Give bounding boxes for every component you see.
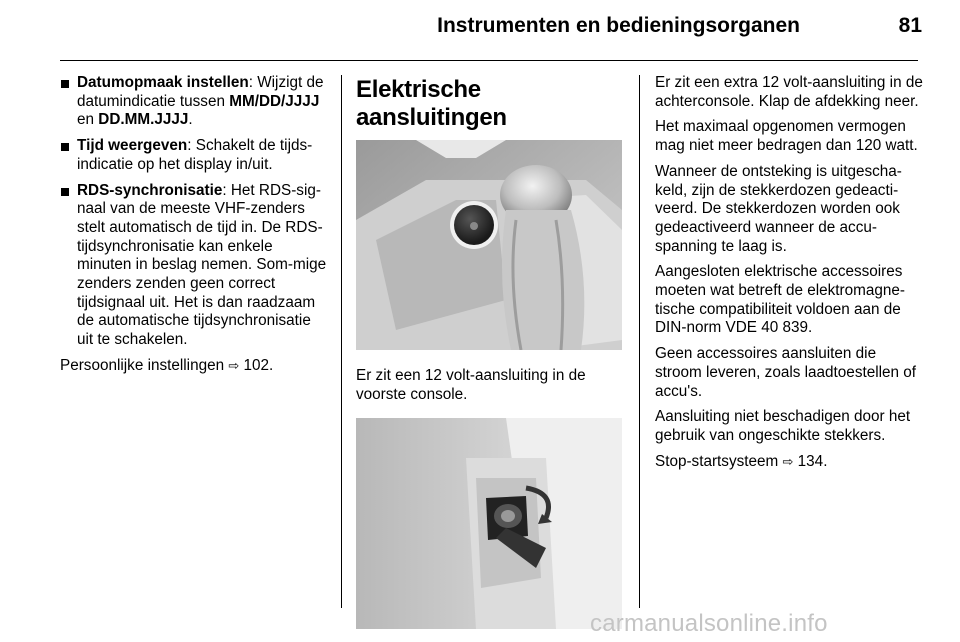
reference-page: 102. [239,356,274,374]
paragraph: Aansluiting niet beschadigen door het gebruik van ongeschikte stekkers. [655,408,911,444]
bullet-square-icon [61,80,69,88]
page-number: 81 [898,14,922,37]
bullet-rds-sync [60,182,328,350]
bullet-text: : Het RDS-sig-naal van de meeste VHF-zenders stelt automatisch de tijd in. De RDS-tijdsynchronisatie kan enkele minuten in beslag nemen. Som-mige zenders zenden geen correct tijdsignaal uit. Het is dan raadzaam de automatische tijdsynchronisatie uit te schakelen. [77,181,327,349]
paragraph: Het maximaal opgenomen vermogen mag niet meer bedragen dan 120 watt. [655,118,918,155]
paragraph: Aangesloten elektrische accessoires moeten wat betreft de elektromagne-tische compatibiliteit voldoen aan de DIN-norm VDE 40 839. [655,263,905,337]
paragraph: Geen accessoires aansluiten die stroom leveren, zoals laadtoestellen of accu's. [655,345,917,400]
bullet-text: en [77,111,99,129]
reference-page: 134. [793,452,828,470]
cross-reference-personal-settings[interactable] [60,357,328,376]
watermark: carmanualsonline.info [590,610,828,637]
reference-text: Persoonlijke instellingen [60,356,225,374]
bullet-text: : Wijzigt de datumindicatie tussen [77,74,324,110]
bullet-date-format [60,74,328,130]
page-reference-arrow-icon: ⇨ [228,357,240,373]
term-date-format: Datumopmaak instellen [77,74,249,91]
bullet-text: . [188,111,193,129]
section-title: Elektrische aansluitingen [356,76,507,131]
term-rds-sync: RDS-synchronisatie [77,181,223,199]
column-outlet-details [655,74,923,478]
reference-text: Stop-startsysteem [655,452,779,470]
cross-reference-stop-start[interactable] [655,453,923,472]
paragraph: Wanneer de ontsteking is uitgescha-keld, zijn de stekkerdozen gedeacti-veerd. De stekkerdozen worden ook gedeactiveerd wanneer de accu-spanning te laag is. [655,162,902,255]
column-electrical-outlets [356,74,628,629]
bullet-square-icon [61,143,69,151]
header-rule [60,60,918,61]
page-reference-arrow-icon: ⇨ [782,453,794,469]
column-settings [60,74,328,383]
column-divider-right [639,75,640,608]
paragraph: Er zit een extra 12 volt-aansluiting in de achterconsole. Klap de afdekking neer. [655,74,923,110]
column-divider-left [341,75,342,608]
format-ddmmjjjj: DD.MM.JJJJ [98,111,189,129]
term-show-time: Tijd weergeven [77,137,188,155]
page-title: Instrumenten en bedieningsorganen [437,14,800,37]
rear-console-socket-image [356,418,622,629]
figure-caption: Er zit een 12 volt-aansluiting in de voorste console. [356,367,586,403]
bullet-square-icon [61,188,69,196]
bullet-text: : Schakelt de tijds-indicatie op het display in/uit. [77,137,313,173]
bullet-show-time [60,137,328,174]
format-mmddjjjj: MM/DD/​JJJJ [229,92,320,110]
front-console-socket-image [356,140,622,350]
